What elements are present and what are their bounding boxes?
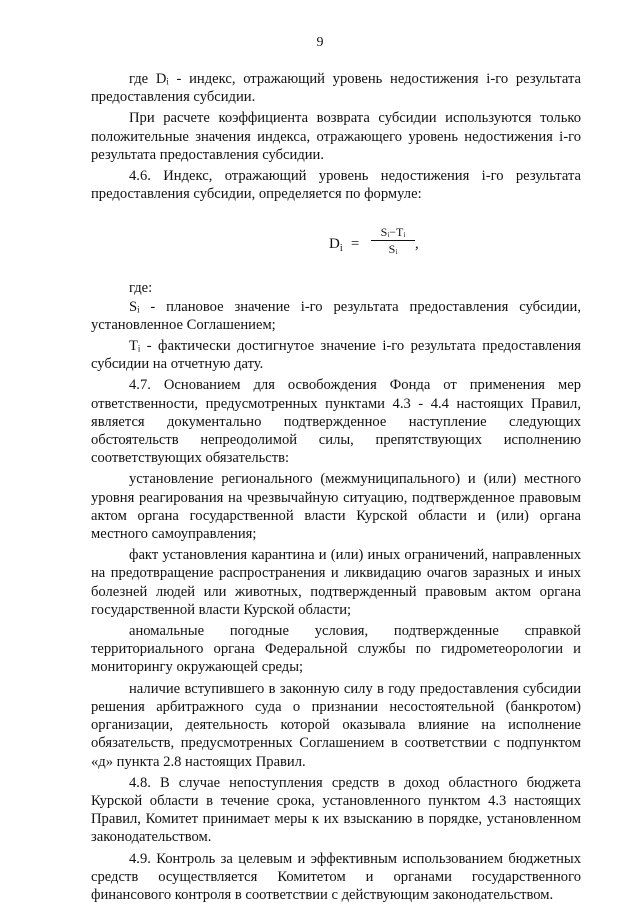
- page-number: 9: [316, 35, 324, 50]
- paragraph-4-6: 4.6. Индекс, отражающий уровень недостижения i-го результата предоставления субсидии, определяется по формуле:: [91, 168, 581, 203]
- paragraph-si-definition: Sᵢ - плановое значение i-го результата предоставления субсидии, установленное Соглашением;: [91, 298, 581, 333]
- where-label: где:: [129, 280, 153, 297]
- paragraph-4-9: 4.9. Контроль за целевым и эффективным использованием бюджетных средств осуществляется Комитетом и органами государственного финансового контроля в соответствии с действующим законодательством.: [91, 850, 581, 903]
- formula-numerator: Sᵢ−Tᵢ: [371, 225, 415, 241]
- formula-lhs: $D_i$: [329, 236, 343, 255]
- paragraph-quarantine: факт установления карантина и (или) иных ограничений, направленных на предотвращение распространения и ликвидацию очагов заразных и иных болезней людей или животных, подтвержденный правовым актом органа государственной власти Курской области;: [91, 547, 581, 618]
- paragraph-positive-values: При расчете коэффициента возврата субсидии используются только положительные значения индекса, отражающего уровень недостижения i-го результата предоставления субсидии.: [91, 110, 581, 163]
- paragraph-emergency: установление регионального (межмуниципального) и (или) местного уровня реагирования на чрезвычайную ситуацию, подтвержденное правовым актом органа государственной власти Курской области и (или) органа местного самоуправления;: [91, 471, 581, 543]
- paragraph-4-7: 4.7. Основанием для освобождения Фонда от применения мер ответственности, предусмотренных пунктами 4.3 - 4.4 настоящих Правил, является документально подтвержденное наступление следующих обстоятельств непреодолимой силы, препятствующих исполнению соответствующих обязательств:: [91, 377, 581, 467]
- paragraph-index-definition: где Dᵢ - индекс, отражающий уровень недостижения i-го результата предоставления субсидии.: [91, 71, 581, 106]
- paragraph-weather: аномальные погодные условия, подтвержденные справкой территориального органа Федеральной службы по гидрометеорологии и мониторингу окружающей среды;: [91, 623, 581, 676]
- paragraph-4-8: 4.8. В случае непоступления средств в доход областного бюджета Курской области в течение срока, установленного пунктом 4.3 настоящих Правил, Комитет принимает меры к их взысканию в порядке, установленном законодательством.: [91, 774, 581, 846]
- formula-fraction: [371, 225, 415, 256]
- formula-denominator: Sᵢ: [388, 242, 398, 257]
- paragraph-bankruptcy: наличие вступившего в законную силу в году предоставления субсидии решения арбитражного суда о признании несостоятельной (банкротом) организации, деятельность которой оказывала влияние на исполнение обязательств, предусмотренных Соглашением в соответствии с подпунктом «д» пункта 2.8 настоящих Правил.: [91, 680, 581, 770]
- document-body: [91, 70, 581, 904]
- formula-comma: ,: [415, 236, 419, 253]
- formula: [91, 225, 581, 261]
- formula-equals: =: [351, 236, 360, 253]
- paragraph-ti-definition: Tᵢ - фактически достигнутое значение i-го результата предоставления субсидии на отчетную дату.: [91, 338, 581, 373]
